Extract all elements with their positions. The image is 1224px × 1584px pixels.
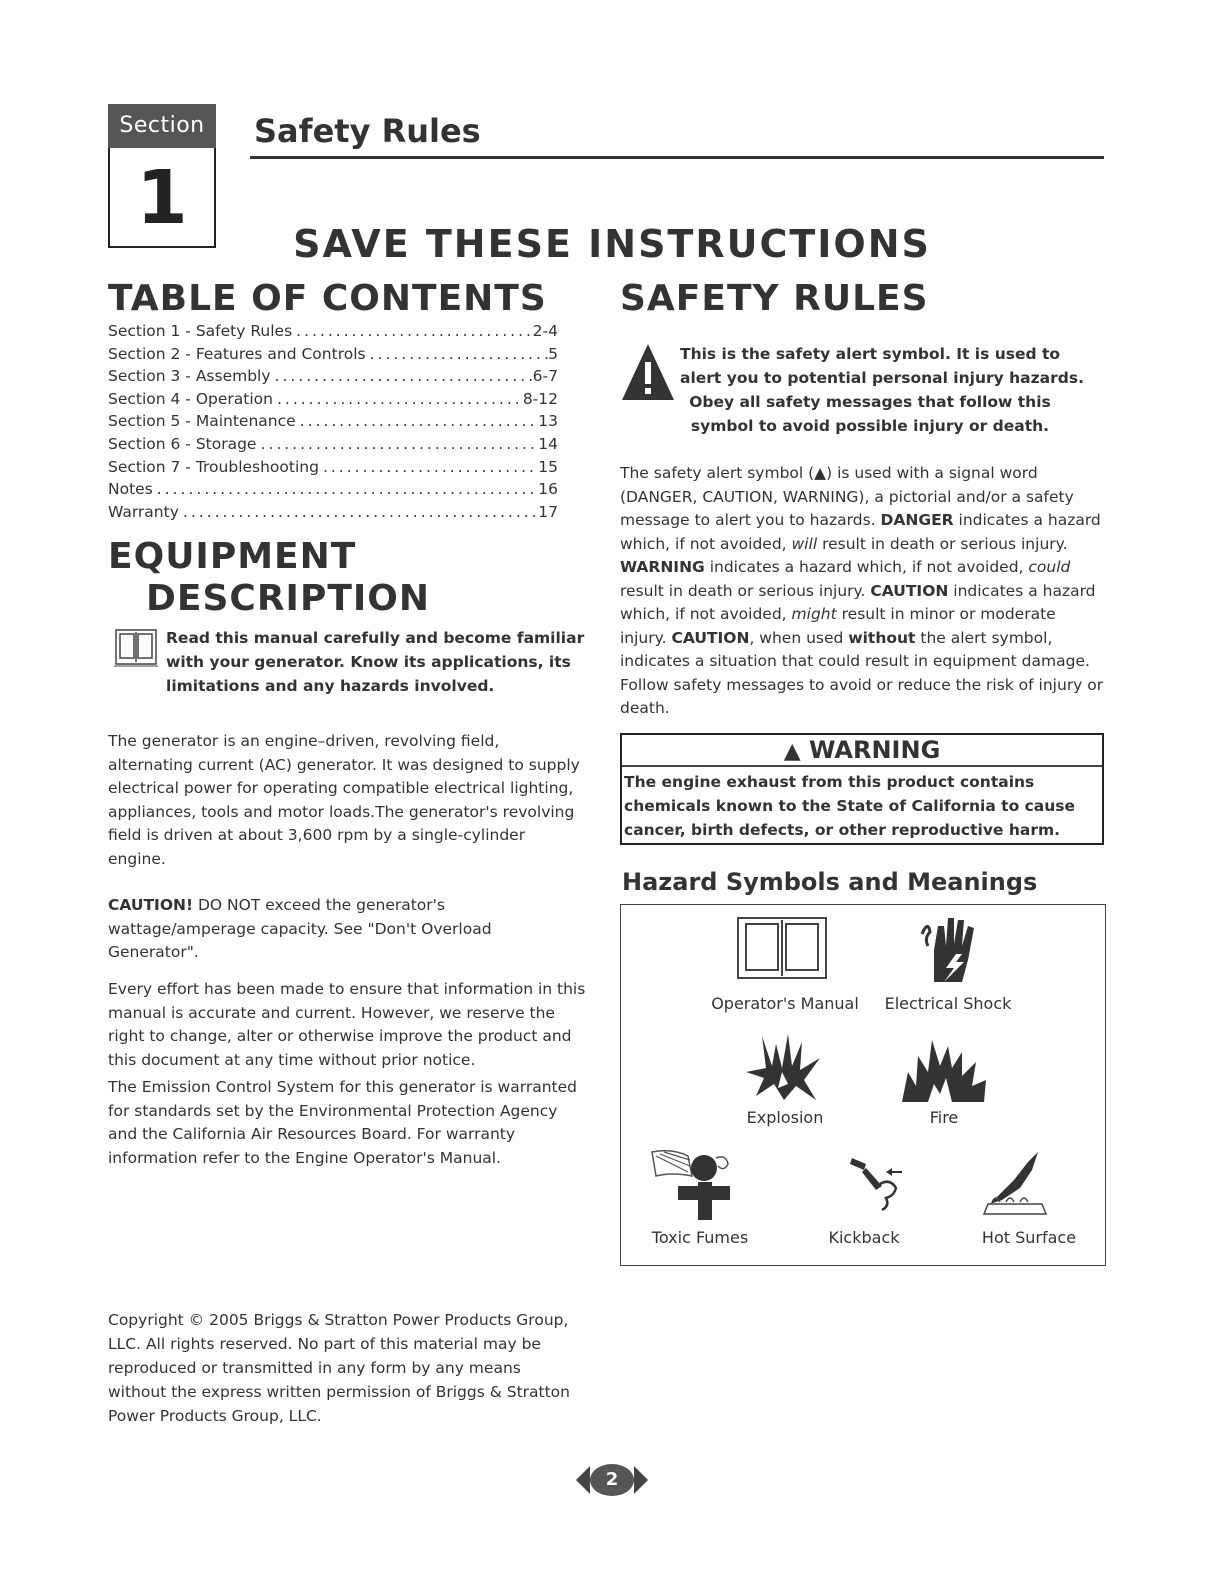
toc-item	[108, 478, 558, 501]
caution-paragraph	[108, 894, 586, 965]
toc-title: TABLE OF CONTENTS	[108, 278, 547, 319]
inline-alert-icon: ▲	[814, 464, 827, 482]
toc-leader	[366, 343, 549, 366]
hot-surface-icon	[980, 1148, 1050, 1224]
warning-divider	[622, 765, 1102, 767]
save-instructions-title: SAVE THESE INSTRUCTIONS	[293, 222, 931, 266]
page-number: 2	[605, 1469, 619, 1490]
toc-item-page: 6-7	[532, 367, 558, 386]
toc-item	[108, 343, 558, 366]
text-run: result in minor or moderate injury.	[620, 605, 1056, 647]
hazard-label: Kickback	[828, 1228, 900, 1247]
toc-item	[108, 433, 558, 456]
hazard-label: Toxic Fumes	[651, 1228, 749, 1247]
toc-leader	[273, 388, 523, 411]
hazard-label: Explosion	[746, 1108, 824, 1127]
hazard-label: Fire	[929, 1108, 959, 1127]
toc-leader	[271, 365, 533, 388]
alert-notice-line1: This is the safety alert symbol. It is used to	[680, 345, 1061, 363]
effort-paragraph: Every effort has been made to ensure that information in this manual is accurate and current. However, we reserve the right to change, alter or otherwise improve the product and this document at any time without prior notice.	[108, 980, 586, 1069]
manual-notice: Read this manual carefully and become familiar with your generator. Know its applications, its limitations and any hazards involved.	[166, 629, 585, 695]
toc-item-page: 8-12	[522, 389, 558, 408]
toc-item	[108, 388, 558, 411]
hazard-label: Operator's Manual	[711, 994, 859, 1013]
might-emphasis: might	[791, 605, 837, 623]
warning-text: The engine exhaust from this product contains chemicals known to the State of California to cause cancer, birth defects, or other reproductive harm.	[624, 773, 1076, 839]
text-run: ) is used with a signal word (DANGER, CAUTION, WARNING), a pictorial and/or a safety message to alert you to hazards.	[620, 464, 1074, 529]
toc-item	[108, 320, 558, 343]
toc-leader	[292, 320, 533, 343]
fire-icon	[898, 1032, 990, 1108]
hazard-label: Electrical Shock	[884, 994, 1012, 1013]
toc-item-label: Notes	[108, 480, 153, 499]
toc-item-page: 16	[538, 480, 558, 499]
table-of-contents	[108, 320, 558, 523]
text-run: indicates a hazard which, if not avoided,	[620, 581, 1096, 623]
signal-word-paragraph	[620, 462, 1106, 721]
toc-item-label: Section 7 - Troubleshooting	[108, 457, 319, 476]
toc-item-label: Section 6 - Storage	[108, 434, 257, 453]
warning-heading	[622, 735, 1102, 765]
warning-icon: ▲	[783, 739, 801, 764]
alert-notice-line3: Obey all safety messages that follow this symbol to avoid possible injury or death.	[689, 393, 1051, 435]
text-run: result in death or serious injury.	[817, 534, 1068, 553]
toc-item-page: 14	[538, 434, 558, 453]
without-label: without	[848, 628, 916, 647]
toc-item-label: Section 5 - Maintenance	[108, 412, 296, 431]
toc-item-label: Section 1 - Safety Rules	[108, 322, 293, 340]
toc-item-page: 13	[538, 412, 558, 431]
toc-item-page: 5	[548, 344, 558, 363]
safety-rules-title: SAFETY RULES	[620, 278, 929, 319]
text-run: result in death or serious injury.	[620, 581, 871, 600]
toc-leader	[296, 410, 539, 433]
caution-text: DO NOT exceed the generator's wattage/amperage capacity. See "Don't Overload Generator".	[108, 896, 492, 961]
danger-label: DANGER	[880, 511, 954, 529]
kickback-icon	[842, 1152, 912, 1216]
toc-item	[108, 365, 558, 388]
toc-item	[108, 501, 558, 524]
toc-leader	[256, 433, 538, 456]
section-label: Section	[108, 104, 216, 148]
toc-item	[108, 456, 558, 479]
toc-leader	[179, 501, 538, 524]
toxic-fumes-icon	[642, 1146, 748, 1226]
toc-item	[108, 410, 558, 433]
description-title: DESCRIPTION	[146, 578, 431, 619]
equipment-paragraph: The generator is an engine–driven, revolving field, alternating current (AC) generator. It was designed to supply electrical power for operating compatible electrical lighting, appliances, tools and motor loads.The generator's revolving field is driven at about 3,600 rpm by a single-cylinder engine.	[108, 732, 580, 868]
toc-item-label: Section 2 - Features and Controls	[108, 344, 366, 363]
caution-label: CAUTION	[671, 628, 750, 647]
toc-item-label: Section 3 - Assembly	[108, 367, 271, 386]
header-rule	[250, 156, 1104, 159]
toc-item-page: 2-4	[532, 322, 558, 340]
toc-leader	[153, 478, 538, 501]
toc-leader	[319, 456, 538, 479]
emission-paragraph: The Emission Control System for this generator is warranted for standards set by the Environmental Protection Agency and the California Air Resources Board. For warranty information refer to the Engine Operator's Manual.	[108, 1078, 577, 1167]
manual-icon	[734, 914, 830, 988]
toc-item-label: Section 4 - Operation	[108, 389, 273, 408]
toc-item-page: 17	[538, 502, 558, 521]
text-run: indicates a hazard which, if not avoided,	[620, 511, 1101, 553]
caution-label: CAUTION	[870, 581, 949, 600]
equipment-title: EQUIPMENT	[108, 536, 357, 577]
toc-item-label: Warranty	[108, 502, 179, 521]
manual-icon	[112, 628, 160, 672]
toc-item-page: 15	[538, 457, 558, 476]
text-run: indicates a hazard which, if not avoided,	[704, 558, 1029, 576]
warning-heading-text: WARNING	[809, 736, 941, 764]
text-run: , when used	[749, 628, 849, 647]
copyright-notice: Copyright © 2005 Briggs & Stratton Power Products Group, LLC. All rights reserved. No part of this material may be reproduced or transmitted in any form by any means without the express written permission of Briggs & Stratton Power Products Group, LLC.	[108, 1311, 570, 1425]
explosion-icon	[742, 1032, 828, 1106]
will-emphasis: will	[791, 534, 818, 553]
caution-label: CAUTION!	[108, 896, 194, 914]
hazard-label: Hot Surface	[981, 1228, 1077, 1247]
text-run: the alert symbol, indicates a situation that could result in equipment damage. Follow safety messages to avoid or reduce the risk of injury or death.	[620, 628, 1104, 717]
warning-label: WARNING	[620, 558, 705, 576]
page-header-title: Safety Rules	[254, 112, 481, 150]
text-run: The safety alert symbol (	[620, 464, 815, 482]
section-number: 1	[136, 155, 188, 241]
could-emphasis: could	[1028, 558, 1071, 576]
safety-alert-icon	[620, 340, 676, 410]
hazard-symbols-title: Hazard Symbols and Meanings	[622, 868, 1038, 896]
shock-icon	[916, 912, 986, 992]
alert-notice-line2: alert you to potential personal injury hazards.	[680, 369, 1084, 387]
